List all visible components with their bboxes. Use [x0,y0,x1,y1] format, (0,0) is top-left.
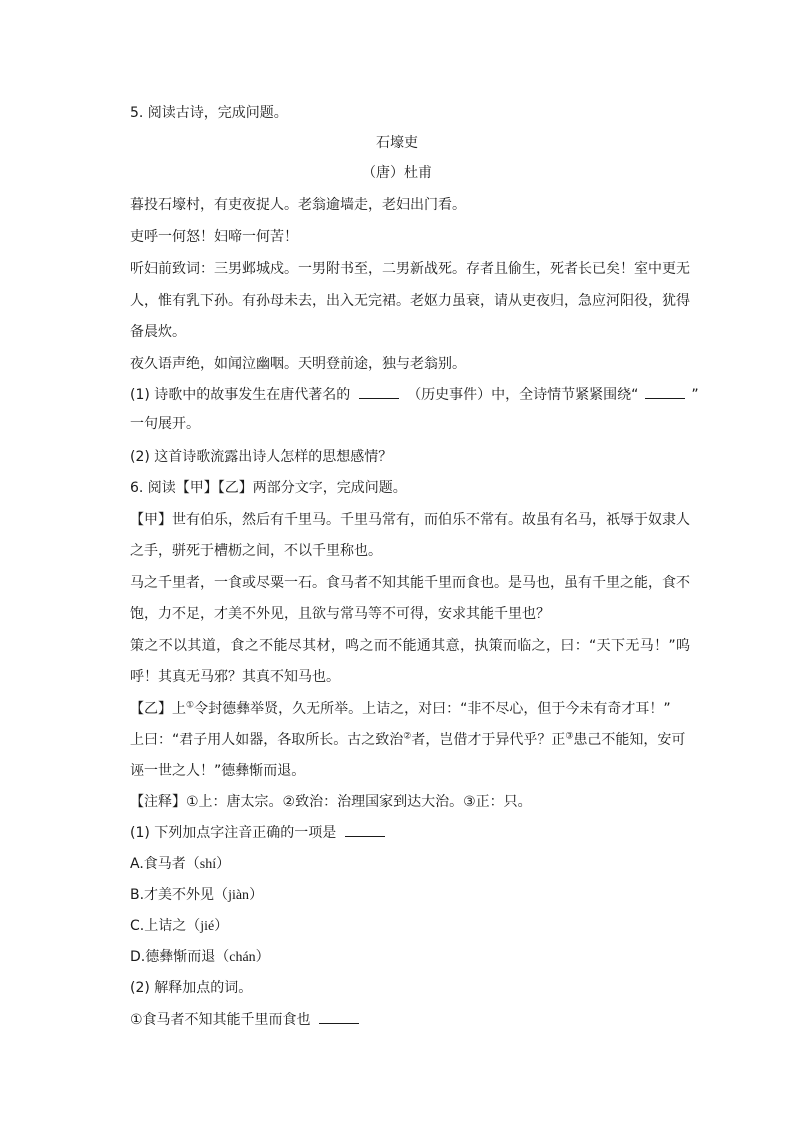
sub-1-text-a: (1) 诗歌中的故事发生在唐代著名的 [130,387,351,403]
poem-title: 石壕吏 [376,135,418,151]
option-a[interactable] [130,854,230,875]
option-b[interactable] [130,885,263,906]
yi-line-3: 诬一世之人！”德彝惭而退。 [130,763,306,779]
answer-blank-3[interactable] [345,824,385,837]
option-b-pinyin: jiàn [228,888,250,903]
jia-line-5: 策之不以其道，食之不能尽其材，鸣之而不能通其意，执策而临之，曰：“天下无马！”呜 [130,638,690,654]
answer-blank-1[interactable] [359,386,399,399]
poem-line-5: 备晨炊。 [130,324,186,340]
sub-1-text: (1) 下列加点字注音正确的一项是 [130,825,337,841]
poem-line-6: 夜久语声绝，如闻泣幽咽。天明登前途，独与老翁别。 [130,356,466,372]
question-6-sub-2: (2) 解释加点的词。 [130,980,253,996]
jia-line-1: 【甲】世有伯乐，然后有千里马。千里马常有，而伯乐不常有。故虽有名马，祇辱于奴隶人 [130,512,690,528]
question-5-prompt: 5. 阅读古诗，完成问题。 [130,105,288,121]
option-c-close: ） [214,918,229,934]
footnote-marker-3: ③ [565,731,574,742]
option-c-text: C.上诘之（ [130,918,201,934]
sub-1-text-b: （历史事件）中，全诗情节紧紧围绕“ [407,387,639,403]
option-b-text: B.才美不外见（ [130,887,229,903]
poem-line-3: 听妇前致词：三男邺城戍。一男附书至，二男新战死。存者且偷生，死者长已矣！室中更无 [130,261,690,277]
option-d-close: ） [255,949,270,965]
poem-line-2: 吏呼一何怒！妇啼一何苦！ [130,229,298,245]
footnote-marker-1: ① [186,700,195,711]
option-d-text: D.德彝惭而退（ [130,949,230,965]
footnote-marker-2: ② [403,731,412,742]
yi-line-1 [130,699,671,719]
option-a-close: ） [216,856,231,872]
poem-line-4: 人，惟有乳下孙。有孙母未去，出入无完裙。老妪力虽衰，请从吏夜归，急应河阳役，犹得 [130,293,690,309]
option-c[interactable] [130,916,228,937]
question-5-sub-2: (2) 这首诗歌流露出诗人怎样的思想感情？ [130,449,393,465]
jia-line-4: 饱，力不足，才美不外见，且欲与常马等不可得，安求其能千里也？ [130,606,550,622]
answer-blank-4[interactable] [319,1011,359,1024]
question-5-sub-1 [130,385,699,405]
jia-line-3: 马之千里者，一食或尽粟一石。食马者不知其能千里而食也。是马也，虽有千里之能，食不 [130,575,690,591]
yi-line-1-b: 令封德彝举贤，久无所举。上诘之，对曰：“非不尽心，但于今未有奇才耳！” [194,701,671,717]
sub-1-text-c: ” [691,387,699,403]
question-6-sub-2-item-1 [130,1010,359,1030]
yi-line-2-c: 患己不能知，安可 [573,732,686,748]
question-5-sub-1-cont: 一句展开。 [130,416,200,432]
option-b-close: ） [249,887,264,903]
question-6-prompt: 6. 阅读【甲】【乙】两部分文字，完成问题。 [130,480,407,496]
yi-line-2-b: 者，岂借才于异代乎？正 [411,732,566,748]
annotation-note: 【注释】①上：唐太宗。②致治：治理国家到达大治。③正：只。 [130,794,532,810]
jia-line-6: 呼！其真无马邪？其真不知马也。 [130,669,340,685]
option-a-pinyin: shí [199,857,217,872]
yi-line-2-a: 上曰：“君子用人如器，各取所长。古之致治 [130,732,404,748]
option-d-pinyin: chán [229,950,256,965]
poem-line-1: 暮投石壕村，有吏夜捉人。老翁逾墙走，老妇出门看。 [130,197,466,213]
jia-line-2: 之手，骈死于槽枥之间，不以千里称也。 [130,543,382,559]
question-6-sub-1 [130,823,385,843]
option-a-text: A.食马者（ [130,856,200,872]
answer-blank-2[interactable] [645,386,685,399]
poem-author: （唐）杜甫 [362,165,432,181]
option-c-pinyin: jié [200,919,215,934]
yi-line-1-a: 【乙】上 [130,701,186,717]
sub-2-item-1-text: ①食马者不知其能千里而食也 [130,1012,311,1028]
yi-line-2 [130,730,685,750]
option-d[interactable] [130,947,270,968]
